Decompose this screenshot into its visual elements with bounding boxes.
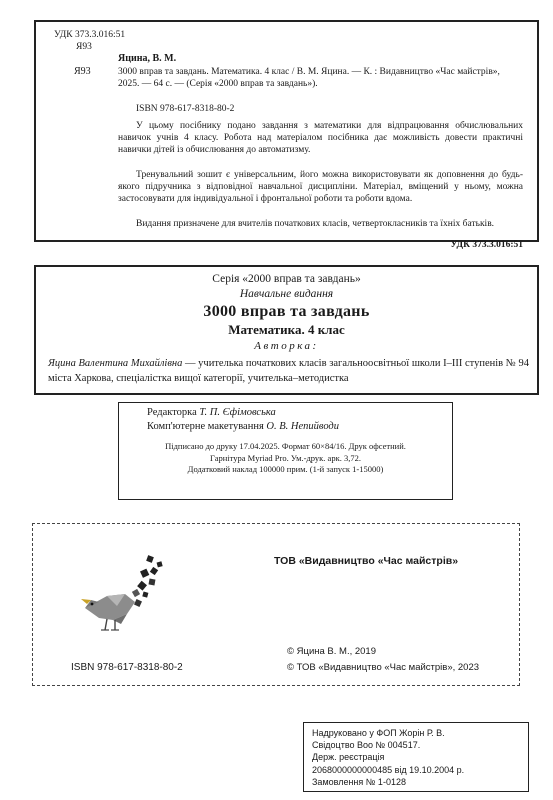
printer-box bbox=[303, 722, 529, 792]
printer-line: 2068000000000485 від 19.10.2004 р. bbox=[312, 764, 465, 775]
layout-line bbox=[147, 421, 339, 432]
layout-name: О. В. Непийводи bbox=[266, 421, 339, 432]
print-info-line: Додатковий наклад 100000 прим. (1-й запуск 1-15000) bbox=[187, 464, 384, 474]
edition-type: Навчальне видання bbox=[239, 288, 334, 300]
author-code-top: Я93 bbox=[76, 42, 92, 52]
printer-line: Надруковано у ФОП Жорін Р. В. bbox=[312, 728, 445, 738]
udc-block-top bbox=[54, 29, 125, 53]
publisher-name: ТОВ «Видавництво «Час майстрів» bbox=[274, 555, 459, 567]
author-label: Авторка: bbox=[254, 340, 319, 352]
printer-line: Держ. реєстрація bbox=[312, 752, 385, 763]
printer-info bbox=[312, 727, 464, 788]
author-heading: Яцина, В. М. bbox=[118, 53, 177, 64]
author-full-name: Яцина Валентина Михайлівна bbox=[48, 358, 183, 369]
print-info bbox=[119, 441, 452, 476]
editors-box bbox=[118, 402, 453, 500]
bibliographic-record: 3000 вправ та завдань. Математика. 4 клас / В. М. Яцина. — К. : Видавництво «Час майстрів», 2025. — 64 с. — (Серія «2000 вправ та завдань»). bbox=[118, 67, 500, 90]
copyright-author: © Яцина В. М., 2019 bbox=[287, 646, 376, 657]
publisher-box bbox=[32, 523, 520, 686]
editor-label: Редакторка bbox=[147, 407, 200, 418]
editor-line bbox=[147, 407, 276, 418]
series-line: Серія «2000 вправ та завдань» bbox=[212, 273, 361, 285]
print-info-line: Гарнітура Myriad Pro. Ум.-друк. арк. 3,72. bbox=[210, 452, 361, 463]
book-subject: Математика. 4 клас bbox=[228, 322, 345, 337]
annotation-paragraph: Тренувальний зошит є універсальним, його можна використовувати як доповнення до будь-якого підручника з відповідної навчальної дисципліни. Матеріал, вміщений у ньому, можна застосовувати для індивідуальної і фронтальної роботи та роботи вдома. bbox=[118, 170, 523, 205]
bird-logo-icon bbox=[77, 550, 167, 634]
udc-code-bottom: УДК 373.3.016:51 bbox=[450, 240, 523, 250]
author-code-side: Я93 bbox=[74, 66, 91, 77]
card-isbn: ISBN 978-617-8318-80-2 bbox=[136, 104, 235, 114]
layout-label: Комп'ютерне макетування bbox=[147, 421, 267, 432]
udc-code-top: УДК 373.3.016:51 bbox=[54, 30, 126, 40]
printer-line: Замовлення № 1-0128 bbox=[312, 776, 406, 787]
catalog-card bbox=[34, 20, 539, 250]
annotation-paragraph: У цьому посібнику подано завдання з математики для відпрацювання обчислювальних навичок учнів 4 класу. Робота над матеріалом посібника дає можливість довести практичні навички дітей із обчислювання до автоматизму. bbox=[118, 121, 523, 156]
copyright-publisher: © ТОВ «Видавництво «Час майстрів», 2023 bbox=[287, 662, 480, 673]
print-info-line: Підписано до друку 17.04.2025. Формат 60×84/16. Друк офсетний. bbox=[165, 441, 406, 451]
publisher-isbn: ISBN 978-617-8318-80-2 bbox=[71, 662, 183, 673]
author-bio: — учителька початкових класів загальноосвітньої школи І–ІІІ ступенів № 94 міста Харкова, спеціалістка вищої категорії, учителька–методистка bbox=[48, 358, 529, 384]
book-title: 3000 вправ та завдань bbox=[203, 303, 370, 320]
annotation-paragraph: Видання призначене для вчителів початкових класів, четвертокласників та їхніх батьків. bbox=[136, 219, 495, 229]
author-description bbox=[48, 356, 529, 386]
printer-line: Свідоцтво Воо № 004517. bbox=[312, 740, 421, 751]
editor-name: Т. П. Єфімовська bbox=[199, 407, 276, 418]
imprint-card bbox=[34, 265, 539, 395]
